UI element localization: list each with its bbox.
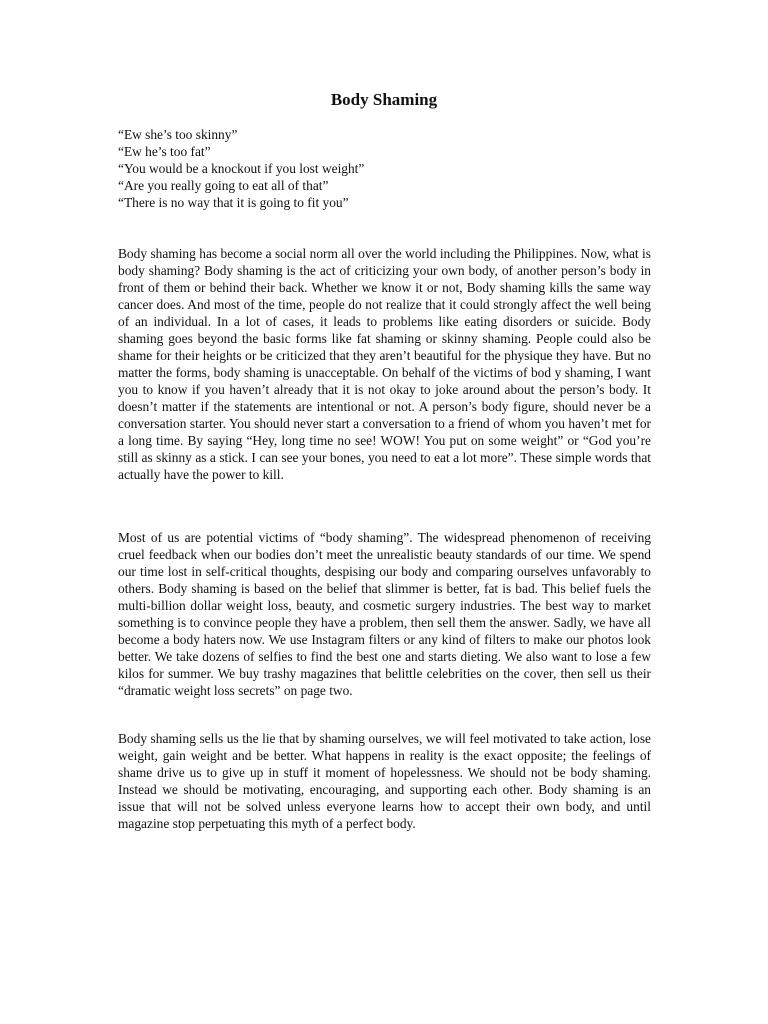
quote-line: “There is no way that it is going to fit you”: [118, 195, 349, 210]
document-title: Body Shaming: [330, 90, 438, 109]
quote-line: “You would be a knockout if you lost weight”: [118, 161, 365, 176]
quote-line: “Ew he’s too fat”: [118, 144, 211, 159]
paragraph-2: Most of us are potential victims of “body shaming”. The widespread phenomenon of receiving cruel feedback when our bodies don’t meet the unrealistic beauty standards of our time. We spend our time lost in self-critical thoughts, despising our body and comparing ourselves unfavorably to others. Body shaming is based on the belief that slimmer is better, fat is bad. This belief fuels the multi-billion dollar weight loss, beauty, and cosmetic surgery industries. The best way to market something is to convince people they have a problem, then sell them the answer. Sadly, we have all become a body haters now. We use Instagram filters or any kind of filters to make our photos look better. We take dozens of selfies to find the best one and starts dieting. We also want to lose a few kilos for summer. We buy trashy magazines that belittle celebrities on the cover, then sell us their “dramatic weight loss secrets” on page two.: [118, 530, 651, 698]
paragraph-1: Body shaming has become a social norm all over the world including the Philippines. Now, what is body shaming? Body shaming is the act of criticizing your own body, of another person’s body in front of them or behind their back. Whether we know it or not, Body shaming kills the same way cancer does. And most of the time, people do not realize that it could strongly affect the well being of an individual. In a lot of cases, it leads to problems like eating disorders or suicide. Body shaming goes beyond the basic forms like fat shaming or skinny shaming. People could also be shame for their heights or be criticized that they aren’t beautiful for the physique they have. But no matter the forms, body shaming is unacceptable. On behalf of the victims of bod y shaming, I want you to know if you haven’t already that it is not okay to joke around about the person’s body. It doesn’t matter if the statements are intentional or not. A person’s body figure, should never be a conversation starter. You should never start a conversation to a friend of whom you haven’t met for a long time. By saying “Hey, long time no see! WOW! You put on some weight” or “God you’re still as skinny as a stick. I can see your bones, you need to eat a lot more”. These simple words that actually have the power to kill.: [118, 246, 651, 482]
quote-line: “Are you really going to eat all of that”: [118, 178, 329, 193]
quote-list: [118, 126, 658, 211]
quote-line: “Ew she’s too skinny”: [118, 127, 238, 142]
paragraph-3: Body shaming sells us the lie that by shaming ourselves, we will feel motivated to take action, lose weight, gain weight and be better. What happens in reality is the exact opposite; the feelings of shame drive us to give up in stuff it moment of hopelessness. We should not be body shaming. Instead we should be motivating, encouraging, and supporting each other. Body shaming is an issue that will not be solved unless everyone learns how to accept their own body, and until magazine stop perpetuating this myth of a perfect body.: [118, 731, 651, 831]
